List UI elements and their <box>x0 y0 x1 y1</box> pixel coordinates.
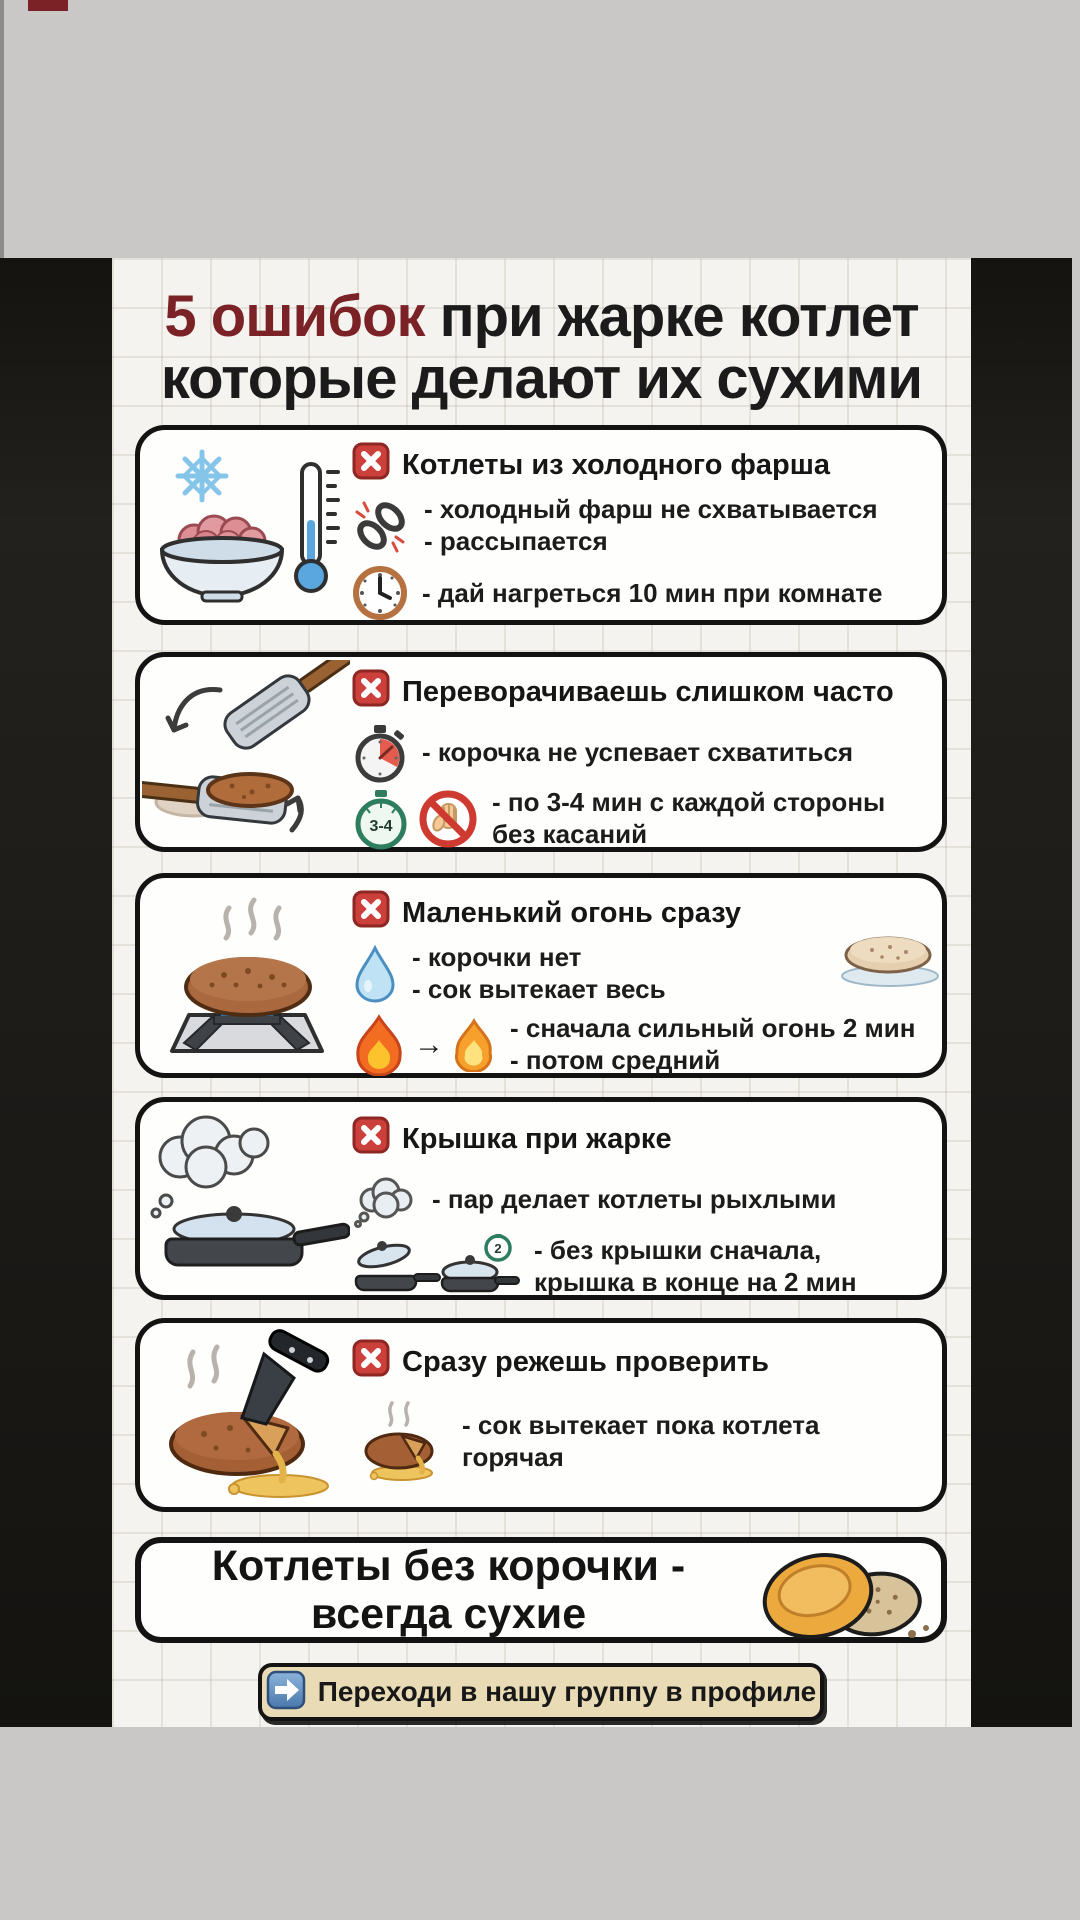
svg-text:2: 2 <box>494 1241 502 1256</box>
item-line: - потом средний <box>510 1045 721 1076</box>
red-x-icon <box>352 890 390 936</box>
knife-cutting-cutlet-icon <box>140 1323 352 1507</box>
title-highlight: 5 ошибок <box>164 284 425 349</box>
left-edge-strip <box>0 0 4 258</box>
timer-and-no-touch-icons <box>352 788 478 850</box>
svg-text:3-4: 3-4 <box>369 817 393 835</box>
arrow-right-icon: → <box>414 1027 444 1061</box>
snowflake-icon <box>178 452 226 500</box>
card-flip-too-often <box>135 652 947 852</box>
conclusion-banner <box>135 1537 947 1643</box>
red-x-icon <box>352 669 390 715</box>
big-flame-icon <box>352 1014 406 1076</box>
page-title <box>112 286 971 410</box>
item-line: - по 3-4 мин с каждой стороны <box>492 787 886 817</box>
card-heading: Маленький огонь сразу <box>402 896 742 929</box>
item-line: - корочки нет <box>412 942 582 972</box>
item-line: - холодный фарш не схватывается <box>424 494 878 524</box>
conclusion-line-2: всегда сухие <box>310 1590 587 1638</box>
title-line-2: которые делают их сухими <box>160 346 923 412</box>
card-heading: Сразу режешь проверить <box>402 1345 769 1378</box>
item-line: крышка в конце на 2 мин <box>534 1267 857 1297</box>
item-line: - корочка не успевает схватиться <box>422 737 854 768</box>
card-cut-right-away <box>135 1318 947 1512</box>
steam-cloud-icon <box>352 1172 418 1228</box>
cta-button[interactable] <box>258 1663 824 1721</box>
title-rest: при жарке котлет <box>424 284 919 349</box>
red-x-icon <box>352 442 390 488</box>
thermometer-icon <box>296 464 338 591</box>
small-flame-icon <box>452 1018 496 1072</box>
pan-lid-off-icon <box>356 1241 440 1290</box>
card-heading: Переворачиваешь слишком часто <box>402 675 894 708</box>
two-cutlets-icon <box>756 1538 941 1651</box>
mince-bowl <box>162 516 282 601</box>
item-line: - без крышки сначала, <box>534 1235 822 1266</box>
broken-chain-icon <box>352 497 410 555</box>
timer-3-4-icon <box>352 788 410 850</box>
open-pan-and-lidded-pan-icons <box>352 1234 520 1300</box>
big-flame-to-small-flame-icons <box>352 1014 496 1076</box>
corner-red-mark <box>28 0 68 11</box>
item-line: - сначала сильный огонь 2 мин <box>510 1013 916 1044</box>
pale-cutlet-with-juice-icon <box>838 928 946 995</box>
conclusion-text <box>141 1542 756 1638</box>
item-line: - сок вытекает пока котлета <box>462 1410 820 1441</box>
item-line: - сок вытекает весь <box>412 973 666 1004</box>
card-lid-while-frying <box>135 1097 947 1300</box>
arrow-right-icon <box>266 1670 306 1715</box>
right-edge-strip <box>1072 258 1080 1727</box>
card-heading: Котлеты из холодного фарша <box>402 448 831 481</box>
item-line: - дай нагреться 10 мин при комнате <box>422 577 883 608</box>
item-line: без касаний <box>492 818 648 849</box>
card-cold-mince <box>135 425 947 625</box>
card-heading: Крышка при жарке <box>402 1122 672 1155</box>
clock-icon <box>352 565 408 621</box>
item-line: - рассыпается <box>424 525 608 556</box>
title-line-1 <box>112 286 971 348</box>
pan-with-lid-and-steam-icon <box>140 1102 352 1295</box>
pan-lid-on-icon <box>442 1234 519 1291</box>
spatulas-flipping-cutlet-icon <box>140 657 352 847</box>
cutlet-on-gas-burner-icon <box>140 878 352 1073</box>
poster <box>112 258 971 1727</box>
no-touch-icon <box>418 789 478 849</box>
stopwatch-icon <box>352 723 408 783</box>
mince-bowl-thermometer-icon <box>140 430 352 620</box>
red-x-icon <box>352 1339 390 1385</box>
cut-cutlet-with-juice-icon <box>352 1399 448 1485</box>
red-x-icon <box>352 1116 390 1162</box>
item-line: - пар делает котлеты рыхлыми <box>432 1184 837 1215</box>
water-drop-icon <box>352 944 398 1004</box>
item-line: горячая <box>462 1442 564 1472</box>
conclusion-line-1: Котлеты без корочки - <box>211 1541 686 1590</box>
cta-label: Переходи в нашу группу в профиле <box>317 1676 817 1707</box>
card-low-heat <box>135 873 947 1078</box>
